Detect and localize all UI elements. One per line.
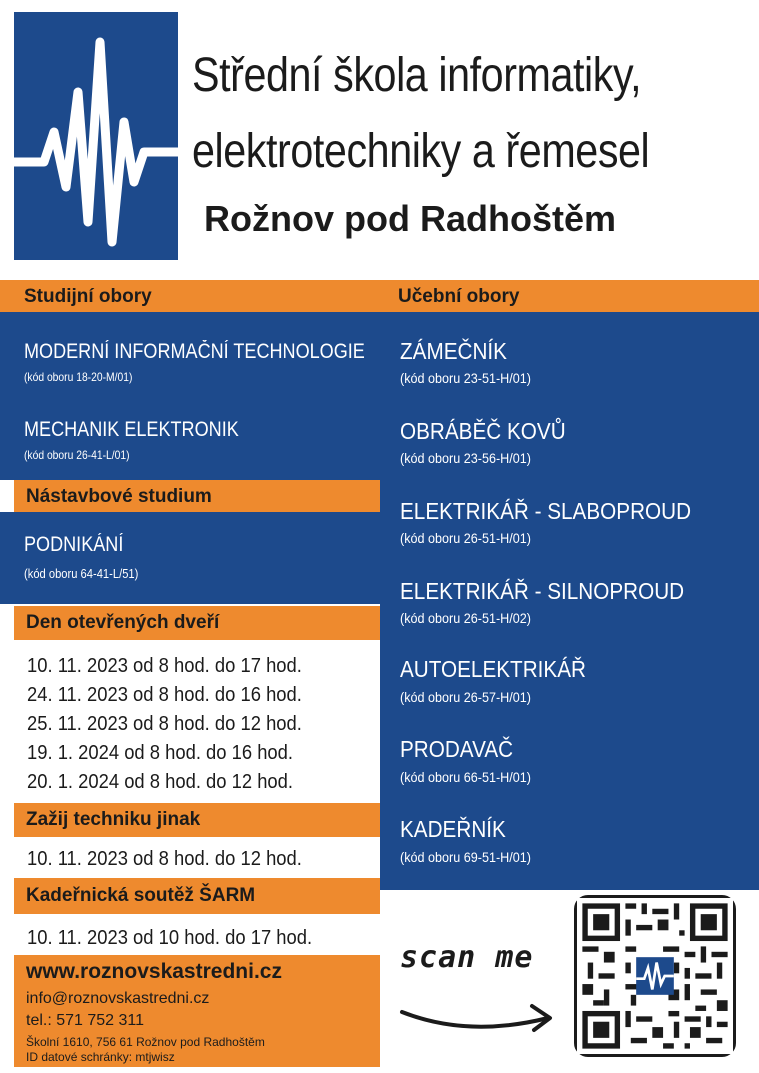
den-date: 19. 1. 2024 od 8 hod. do 16 hod. — [27, 742, 294, 764]
address: Školní 1610, 756 61 Rožnov pod Radhoštěm — [26, 1035, 265, 1049]
title-line-3: Rožnov pod Radhoštěm — [204, 198, 616, 239]
kadernicka-date: 10. 11. 2023 od 10 hod. do 17 hod. — [27, 927, 313, 949]
ucebni-obor-code: (kód oboru 26-51-H/02) — [400, 610, 531, 626]
ucebni-obor-code: (kód oboru 66-51-H/01) — [400, 769, 531, 785]
studijni-obor-code: (kód oboru 26-41-L/01) — [24, 448, 130, 462]
email-link[interactable]: info@roznovskastredni.cz — [26, 990, 210, 1007]
studijni-obor-name: MODERNÍ INFORMAČNÍ TECHNOLOGIE — [24, 340, 365, 363]
section-kadernicka-label: Kadeřnická soutěž ŠARM — [26, 885, 256, 906]
nastavbove-obor-name: PODNIKÁNÍ — [24, 533, 124, 556]
arrow-icon — [398, 990, 558, 1040]
ucebni-obor-code: (kód oboru 69-51-H/01) — [400, 849, 531, 865]
title-line-2: elektrotechniky a řemesel — [192, 125, 650, 178]
school-logo — [14, 12, 178, 260]
ucebni-obor-name: AUTOELEKTRIKÁŘ — [400, 656, 586, 682]
ucebni-obor-name: ELEKTRIKÁŘ - SILNOPROUD — [400, 578, 685, 604]
den-date: 25. 11. 2023 od 8 hod. do 12 hod. — [27, 713, 302, 735]
section-den-label: Den otevřených dveří — [26, 612, 220, 633]
studijni-obor-name: MECHANIK ELEKTRONIK — [24, 418, 239, 441]
databox-id: ID datové schránky: mtjwisz — [26, 1050, 175, 1064]
phone-number: tel.: 571 752 311 — [26, 1012, 145, 1029]
ucebni-obor-name: OBRÁBĚČ KOVŮ — [400, 418, 566, 444]
ucebni-obor-code: (kód oboru 26-57-H/01) — [400, 689, 531, 705]
den-date: 24. 11. 2023 od 8 hod. do 16 hod. — [27, 684, 302, 706]
nastavbove-obor-code: (kód oboru 64-41-L/51) — [24, 566, 139, 581]
qr-code-icon — [577, 898, 733, 1054]
qr-code[interactable] — [574, 895, 736, 1057]
blue-panel-nastavbove — [0, 512, 380, 604]
ucebni-obor-name: KADEŘNÍK — [400, 816, 506, 842]
ucebni-obor-code: (kód oboru 26-51-H/01) — [400, 530, 531, 546]
den-date: 10. 11. 2023 od 8 hod. do 17 hod. — [27, 655, 302, 677]
website-link[interactable]: www.roznovskastredni.cz — [26, 960, 282, 983]
section-zazij-label: Zažij techniku jinak — [26, 809, 201, 830]
studijni-obor-code: (kód oboru 18-20-M/01) — [24, 370, 133, 384]
scan-me-label: scan me — [400, 940, 534, 975]
den-date: 20. 1. 2024 od 8 hod. do 12 hod. — [27, 771, 294, 793]
zazij-date: 10. 11. 2023 od 8 hod. do 12 hod. — [27, 848, 302, 870]
section-nastavbove-label: Nástavbové studium — [26, 486, 212, 507]
ucebni-obor-name: ELEKTRIKÁŘ - SLABOPROUD — [400, 498, 692, 524]
ucebni-obor-name: ZÁMEČNÍK — [400, 338, 507, 364]
pulse-logo-icon — [14, 12, 178, 260]
section-ucebni-label: Učební obory — [398, 286, 520, 307]
ucebni-obor-code: (kód oboru 23-56-H/01) — [400, 450, 531, 466]
section-studijni-label: Studijní obory — [24, 286, 152, 307]
ucebni-obor-name: PRODAVAČ — [400, 736, 514, 762]
ucebni-obor-code: (kód oboru 23-51-H/01) — [400, 370, 531, 386]
title-line-1: Střední škola informatiky, — [192, 49, 642, 102]
